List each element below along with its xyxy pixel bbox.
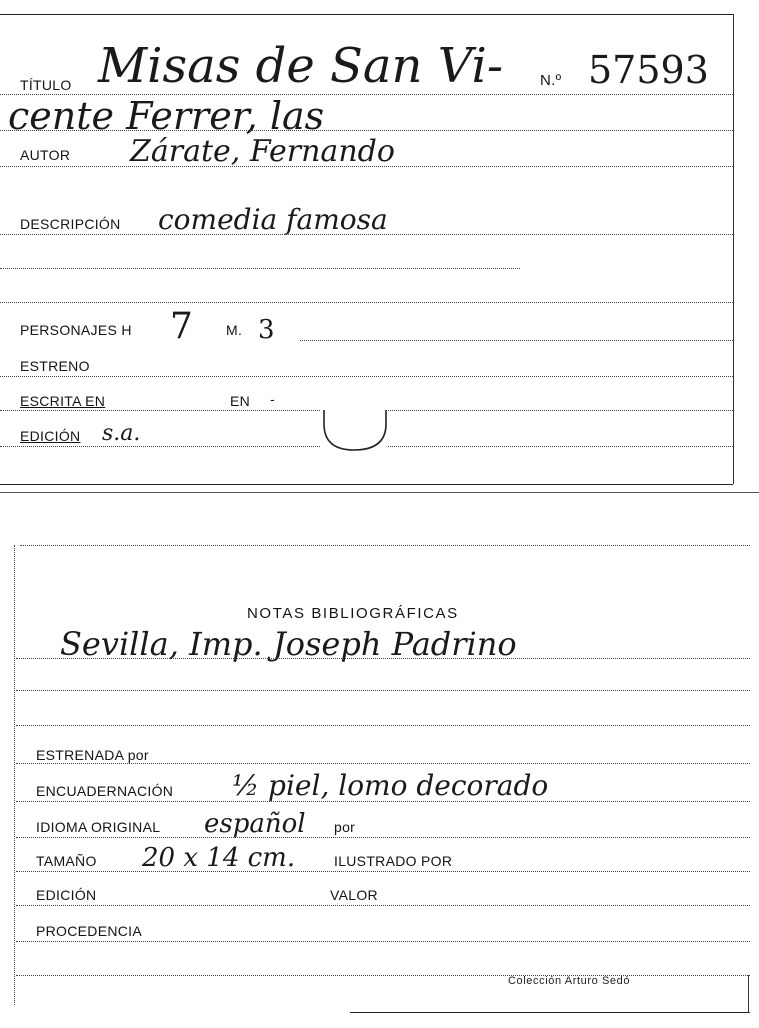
- descripcion-dotted-line-3: [0, 302, 733, 303]
- escrita-en-value: -: [270, 391, 275, 407]
- notas-dotted-line-3: [16, 725, 750, 726]
- ilustrado-label: ILUSTRADO POR: [334, 853, 453, 869]
- card-right-border: [733, 14, 734, 484]
- edicion-dotted-line-left: [0, 446, 320, 447]
- titulo-value-line2: cente Ferrer, las: [8, 94, 325, 138]
- descripcion-dotted-line: [0, 234, 733, 235]
- numero-label: N.º: [540, 72, 562, 89]
- titulo-label: TÍTULO: [20, 77, 72, 93]
- card-corner-edge: [748, 975, 749, 1013]
- escrita-dotted-line-left: [0, 410, 320, 411]
- escrita-dotted-line-right: [388, 410, 733, 411]
- descripcion-value: comedia famosa: [158, 203, 388, 236]
- encuadernacion-label: ENCUADERNACIÓN: [36, 783, 174, 799]
- card-bottom-border: [0, 484, 733, 485]
- valor-label: VALOR: [330, 887, 378, 903]
- personajes-m-value: 3: [258, 315, 275, 345]
- autor-label: AUTOR: [20, 147, 71, 163]
- idioma-dotted-line: [16, 837, 750, 838]
- edicion-label: EDICIÓN: [36, 887, 97, 903]
- edicion-dotted-line-right: [388, 446, 733, 447]
- autor-dotted-line: [0, 166, 733, 167]
- personajes-h-value: 7: [170, 306, 193, 347]
- blank-dotted-line: [16, 975, 750, 976]
- card-top-border: [0, 14, 733, 15]
- numero-value: 57593: [588, 48, 709, 92]
- estrenada-label: ESTRENADA por: [36, 747, 149, 763]
- card-bottom-border: [350, 1012, 750, 1013]
- edicion-label: EDICIÓN: [20, 428, 81, 444]
- personajes-label: PERSONAJES H: [20, 322, 132, 338]
- descripcion-label: DESCRIPCIÓN: [20, 216, 121, 232]
- estrenada-dotted-line: [16, 763, 750, 764]
- personajes-dotted-line: [300, 340, 733, 341]
- tamano-dotted-line: [16, 871, 750, 872]
- procedencia-label: PROCEDENCIA: [36, 923, 142, 939]
- notas-value: Sevilla, Imp. Joseph Padrino: [60, 625, 517, 663]
- descripcion-dotted-line-2: [0, 268, 520, 269]
- titulo-value-line1: Misas de San Vi-: [98, 38, 504, 94]
- notas-title: NOTAS BIBLIOGRÁFICAS: [247, 605, 459, 622]
- tamano-label: TAMAÑO: [36, 853, 97, 869]
- encuadernacion-dotted-line: [16, 801, 750, 802]
- edicion-value: s.a.: [102, 421, 141, 446]
- tamano-value: 20 x 14 cm.: [142, 843, 296, 873]
- encuadernacion-value: ½ piel, lomo decorado: [232, 769, 549, 802]
- card-separator: [0, 492, 759, 493]
- idioma-por-label: por: [334, 819, 356, 835]
- card-top-border: [20, 545, 750, 546]
- catalog-card-top: [0, 0, 759, 492]
- procedencia-dotted-line: [16, 941, 750, 942]
- estreno-dotted-line: [0, 376, 733, 377]
- estreno-label: ESTRENO: [20, 358, 90, 374]
- autor-value: Zárate, Fernando: [130, 134, 395, 169]
- escrita-label: ESCRITA EN: [20, 393, 106, 409]
- idioma-label: IDIOMA ORIGINAL: [36, 819, 161, 835]
- notas-dotted-line-2: [16, 690, 750, 691]
- notas-dotted-line-1: [16, 658, 750, 659]
- idioma-value: español: [204, 809, 306, 839]
- card-punch-hole: [320, 396, 390, 456]
- edicion-dotted-line: [16, 905, 750, 906]
- catalog-card-bottom: [0, 535, 759, 1028]
- card-left-border: [14, 545, 15, 1005]
- personajes-m-label: M.: [226, 322, 243, 338]
- titulo-line2-dotted-line: [0, 130, 733, 131]
- coleccion-label: Colección Arturo Sedó: [508, 975, 631, 987]
- escrita-en-label: EN: [230, 393, 251, 409]
